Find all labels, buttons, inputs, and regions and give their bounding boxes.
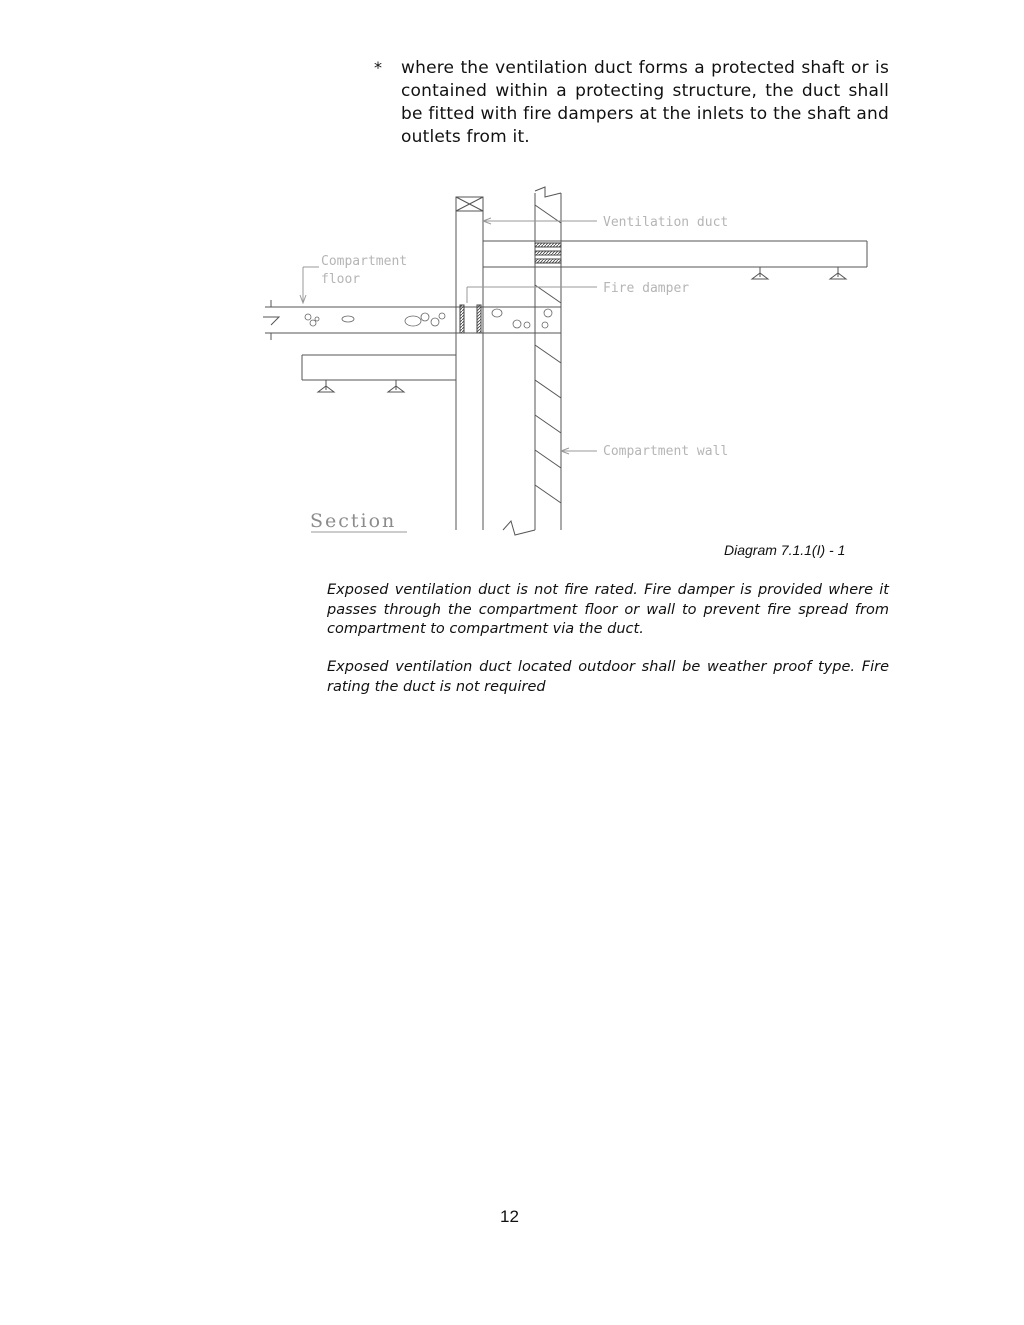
page-number: 12 (500, 1207, 519, 1226)
note-paragraph-1: Exposed ventilation duct is not fire rated. Fire damper is provided where it passes through the compartment floor or wall to prevent fire spread from compartment to compartment via the duct. (327, 582, 889, 637)
diagram-caption: Diagram 7.1.1(I) - 1 (724, 542, 846, 558)
label-compartment-floor-line1: Compartment (321, 254, 408, 269)
bullet-marker: * (374, 58, 382, 77)
label-compartment-floor-line2: floor (321, 272, 361, 287)
label-compartment-wall: Compartment wall (603, 444, 729, 459)
label-fire-damper: Fire damper (603, 281, 690, 296)
bullet-text: where the ventilation duct forms a protected shaft or is contained within a protecting structure, the duct shall be fitted with fire dampers at the inlets to the shaft and outlets from it. (401, 58, 889, 147)
label-ventilation-duct: Ventilation duct (603, 215, 729, 230)
note-paragraph-2: Exposed ventilation duct located outdoor shall be weather proof type. Fire rating the duct is not required (327, 659, 889, 695)
section-diagram (255, 185, 875, 545)
label-section: Section (310, 510, 397, 532)
bullet-paragraph (401, 57, 889, 149)
